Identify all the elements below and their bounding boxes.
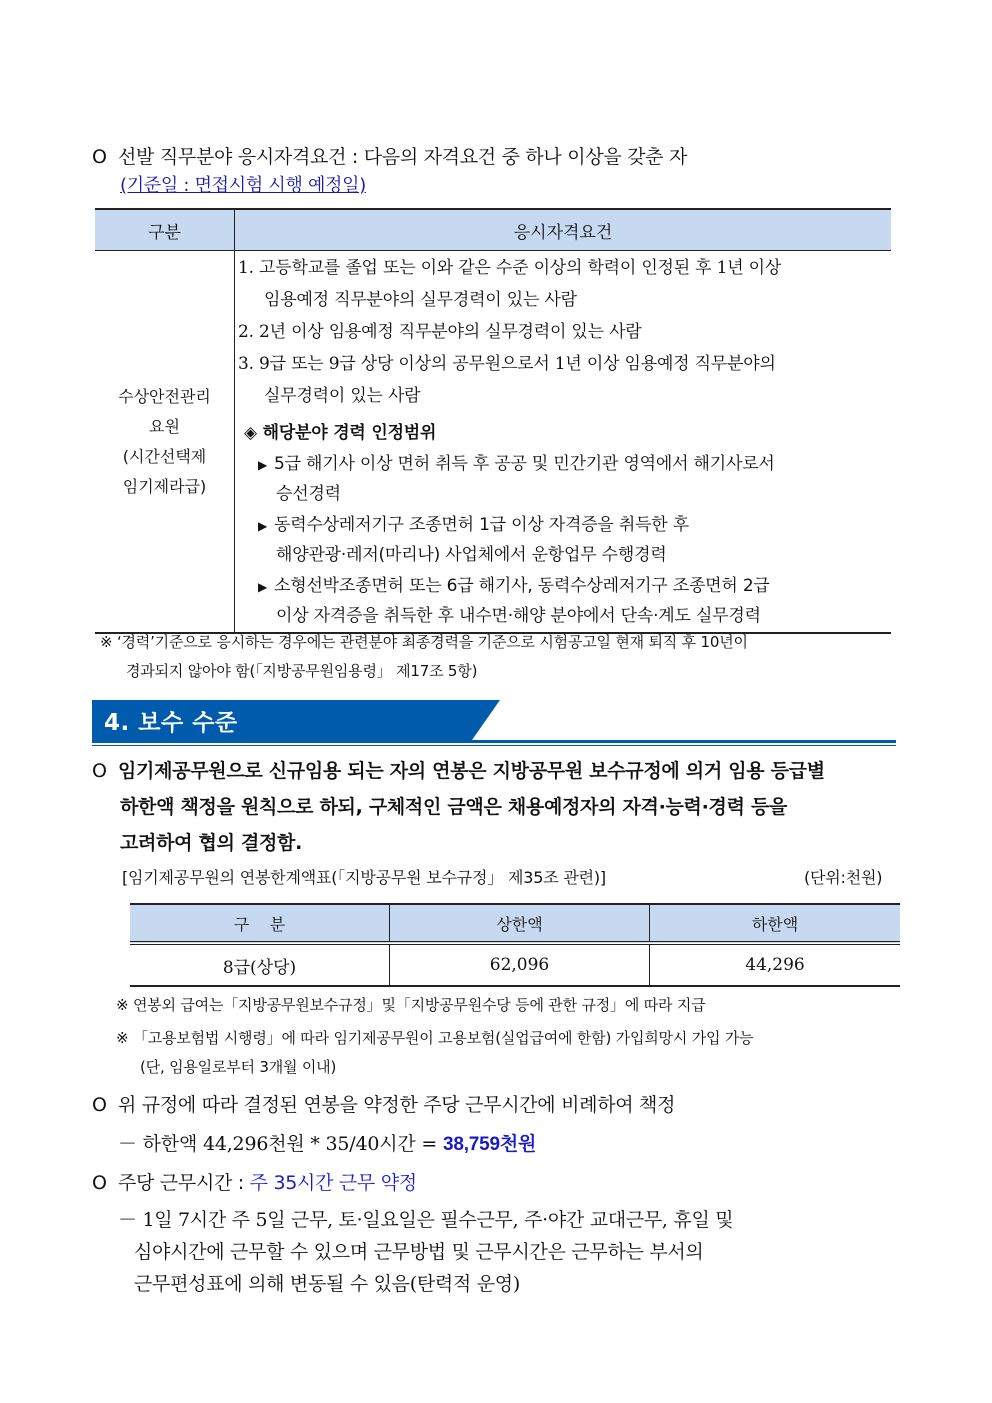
banner-thin-rule xyxy=(92,745,896,746)
experience-note: ※ ‘경력’기준으로 응시하는 경우에는 관련분야 최종경력을 기준으로 시험공고일 현재 퇴직 후 10년이 경과되지 않아야 함(「지방공무원임용령」 제17조 5항) xyxy=(100,628,748,686)
section-title: 4. 보수 수준 xyxy=(104,710,238,736)
reference-mark-icon: ※ xyxy=(100,633,113,651)
upper-amount-cell: 62,096 xyxy=(390,943,650,986)
salary-note: ※ 연봉외 급여는「지방공무원보수규정」및「지방공무원수당 등에 관한 규정」에 따라 지급 xyxy=(116,996,706,1014)
requirement-line: 1. 고등학교를 졸업 또는 이와 같은 수준 이상의 학력이 인정된 후 1년 이상 xyxy=(238,258,782,278)
salary-table xyxy=(130,903,900,987)
reference-mark-icon: ※ xyxy=(116,1029,129,1047)
triangle-bullet-icon: ▶ xyxy=(258,458,268,472)
detail-line: 근무편성표에 의해 변동될 수 있음(탄력적 운영) xyxy=(134,1273,520,1295)
column-header-lower: 하한액 xyxy=(650,904,901,943)
reference-mark-icon: ※ xyxy=(116,996,129,1014)
category-line: 임기제라급) xyxy=(122,476,207,496)
category-line: 수상안전관리 xyxy=(118,386,211,406)
section-banner xyxy=(92,700,896,746)
scope-title: ◈ 해당분야 경력 인정범위 xyxy=(244,423,437,443)
scope-item: ▶ 5급 해기사 이상 면허 취득 후 공공 및 민간기관 영역에서 해기사로서 승선경력 xyxy=(236,450,890,509)
category-cell xyxy=(95,251,235,634)
column-header-grade: 구 분 xyxy=(130,904,390,943)
weekly-hours-detail xyxy=(118,1204,733,1300)
requirements-cell xyxy=(235,251,892,634)
requirement-line: 3. 9급 또는 9급 상당 이상의 공무원으로서 1년 이상 임용예정 직무분야의 xyxy=(238,354,776,374)
triangle-bullet-icon: ▶ xyxy=(258,580,268,594)
scope-line: 해양관광·레저(마리나) 사업체에서 운항업무 수행경력 xyxy=(276,545,667,565)
requirement-item xyxy=(236,348,890,412)
table-row xyxy=(130,943,900,986)
requirement-line: 임용예정 직무분야의 실무경력이 있는 사람 xyxy=(264,290,577,310)
salary-intro: O 임기제공무원으로 신규임용 되는 자의 연봉은 지방공무원 보수규정에 의거 임용 등급별 하한액 책정을 원칙으로 하되, 구체적인 금액은 채용예정자의 자격·능력·경력 등을 고려하여 협의 결정함. xyxy=(92,753,825,861)
column-header-upper: 상한액 xyxy=(390,904,650,943)
scope-line: 승선경력 xyxy=(276,484,341,504)
requirement-line: 2. 2년 이상 임용예정 직무분야의 실무경력이 있는 사람 xyxy=(238,322,642,342)
reference-date: (기준일 : 면접시험 시행 예정일) xyxy=(120,175,366,196)
detail-line: 심야시간에 근무할 수 있으며 근무방법 및 근무시간은 근무하는 부서의 xyxy=(134,1241,704,1263)
requirement-item xyxy=(236,316,890,348)
scope-item: ▶ 소형선박조종면허 또는 6급 해기사, 동력수상레저기구 조종면허 2급 이상 자격증을 취득한 후 내수면·해양 분야에서 단속·계도 실무경력 xyxy=(236,572,890,631)
note-line: 경과되지 않아야 함(「지방공무원임용령」 제17조 5항) xyxy=(126,662,478,680)
circle-bullet-icon: O xyxy=(92,1172,107,1194)
banner-slope xyxy=(472,700,500,740)
table-unit: (단위:천원) xyxy=(804,868,883,887)
diamond-icon: ◈ xyxy=(244,423,257,443)
insurance-note: ※ 「고용보험법 시행령」에 따라 임기제공무원이 고용보험(실업급여에 한함) 가입희망시 가입 가능 (단, 임용일로부터 3개월 이내) xyxy=(116,1024,753,1082)
category-line: 요원 xyxy=(149,416,180,436)
scope-item: ▶ 동력수상레저기구 조종면허 1급 이상 자격증을 취득한 후 해양관광·레저(마리나) 사업체에서 운항업무 수행경력 xyxy=(236,511,890,570)
requirement-line: 실무경력이 있는 사람 xyxy=(264,386,421,406)
formula-result: 38,759천원 xyxy=(442,1134,537,1155)
weekly-hours-heading: O 주당 근무시간 : 주 35시간 근무 약정 xyxy=(92,1172,417,1194)
weekly-hours-value: 주 35시간 근무 약정 xyxy=(249,1172,417,1194)
banner-rule xyxy=(92,740,896,743)
eligibility-table xyxy=(95,208,891,634)
note-line: (단, 임용일로부터 3개월 이내) xyxy=(140,1058,337,1076)
triangle-bullet-icon: ▶ xyxy=(258,519,268,533)
circle-bullet-icon: O xyxy=(92,1094,107,1116)
grade-cell: 8급(상당) xyxy=(130,943,390,986)
column-header-category: 구분 xyxy=(95,209,235,251)
proportional-heading: O 위 규정에 따라 결정된 연봉을 약정한 주당 근무시간에 비례하여 책정 xyxy=(92,1094,676,1116)
intro-line: 고려하여 협의 결정함. xyxy=(120,832,303,854)
table-caption: [임기제공무원의 연봉한계액표(「지방공무원 보수규정」 제35조 관련)] xyxy=(122,868,606,887)
circle-bullet-icon: O xyxy=(92,146,107,168)
lower-amount-cell: 44,296 xyxy=(650,943,901,986)
requirement-item xyxy=(236,252,890,316)
eligibility-heading: O 선발 직무분야 응시자격요건 : 다음의 자격요건 중 하나 이상을 갖춘 자 xyxy=(92,146,688,168)
scope-line: 이상 자격증을 취득한 후 내수면·해양 분야에서 단속·계도 실무경력 xyxy=(276,606,761,626)
salary-formula: － 하한액 44,296천원 * 35/40시간 = 38,759천원 xyxy=(118,1133,537,1155)
detail-line: － 1일 7시간 주 5일 근무, 토·일요일은 필수근무, 주·야간 교대근무, 휴일 및 xyxy=(118,1209,734,1231)
intro-line: 하한액 책정을 원칙으로 하되, 구체적인 금액은 채용예정자의 자격·능력·경력 등을 xyxy=(120,796,788,818)
column-header-requirements: 응시자격요건 xyxy=(235,209,892,251)
category-line: (시간선택제 xyxy=(122,446,207,466)
circle-bullet-icon: O xyxy=(92,760,107,782)
